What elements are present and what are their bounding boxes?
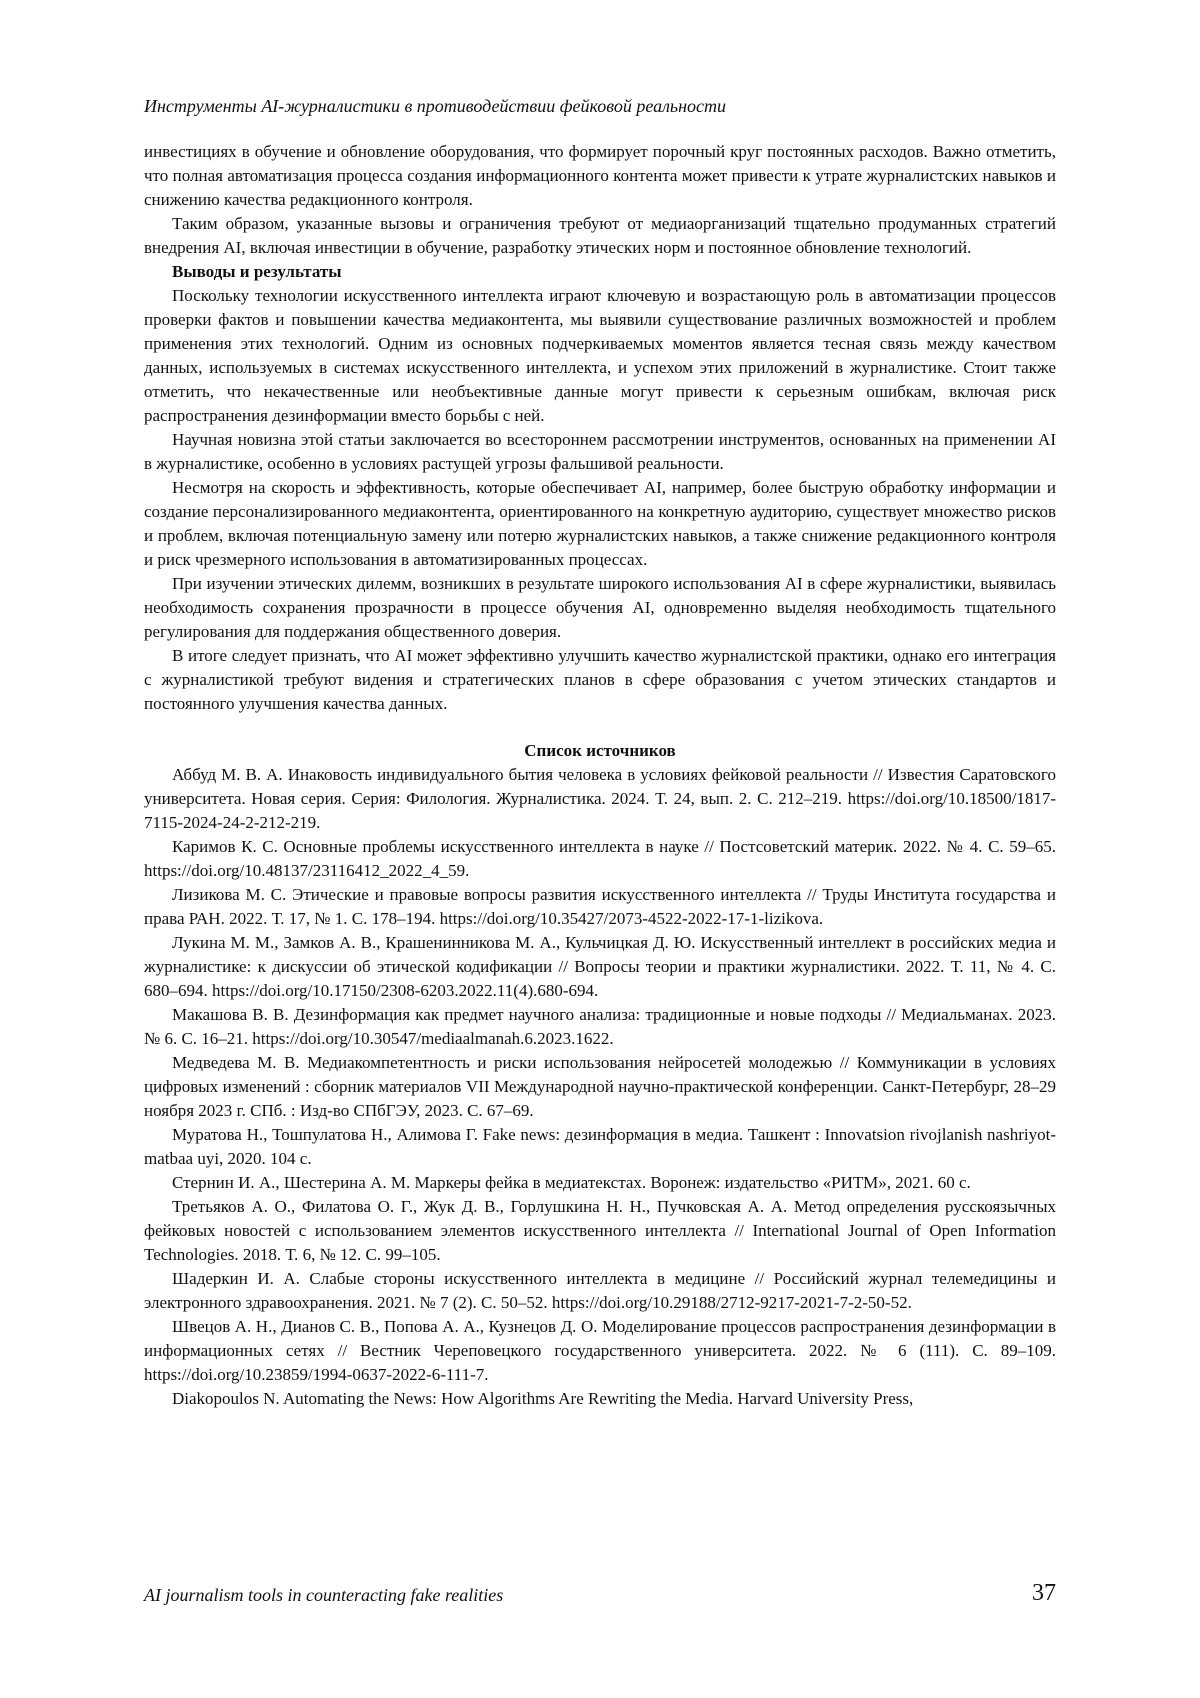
paragraph: Поскольку технологии искусственного интеллекта играют ключевую и возрастающую роль в автоматизации процессов проверки фактов и повышении качества медиаконтента, мы выявили существование различных возможностей и проблем применения этих технологий. Одним из основных подчеркиваемых моментов является тесная связь между качеством данных, используемых в системах искусственного интеллекта, и успехом этих приложений в журналистике. Стоит также отметить, что некачественные или необъективные данные могут привести к серьезным ошибкам, включая риск распространения дезинформации вместо борьбы с ней.: [144, 286, 1056, 425]
paragraph: Несмотря на скорость и эффективность, которые обеспечивает AI, например, более быструю обработку информации и создание персонализированного медиаконтента, ориентированного на конкретную аудиторию, существует множество рисков и проблем, включая потенциальную замену или потерю журналистских навыков, а также снижение редакционного контроля и риск чрезмерного использования в автоматизированных процессах.: [144, 478, 1056, 569]
references-list: [144, 763, 1056, 1411]
reference-item: Швецов А. Н., Дианов С. В., Попова А. А., Кузнецов Д. О. Моделирование процессов распространения дезинформации в информационных сетях // Вестник Череповецкого государственного университета. 2022. № 6 (111). С. 89–109. https://doi.org/10.23859/1994-0637-2022-6-111-7.: [144, 1317, 1056, 1384]
reference-item: Diakopoulos N. Automating the News: How Algorithms Are Rewriting the Media. Harvard University Press,: [172, 1389, 914, 1408]
paragraph: Таким образом, указанные вызовы и ограничения требуют от медиаорганизаций тщательно продуманных стратегий внедрения AI, включая инвестиции в обучение, разработку этических норм и постоянное обновление технологий.: [144, 214, 1056, 257]
paragraph: инвестициях в обучение и обновление оборудования, что формирует порочный круг постоянных расходов. Важно отметить, что полная автоматизация процесса создания информационного контента может привести к утрате журналистских навыков и снижению качества редакционного контроля.: [144, 142, 1056, 209]
page-number: 37: [1032, 1580, 1056, 1606]
reference-item: Медведева М. В. Медиакомпетентность и риски использования нейросетей молодежью // Коммуникации в условиях цифровых изменений : сборник материалов VII Международной научно-практической конференции. Санкт-Петербург, 28–29 ноября 2023 г. СПб. : Изд-во СПбГЭУ, 2023. С. 67–69.: [144, 1053, 1056, 1120]
reference-item: Лукина М. М., Замков А. В., Крашенинникова М. А., Кульчицкая Д. Ю. Искусственный интеллект в российских медиа и журналистике: к дискуссии об этической кодификации // Вопросы теории и практики журналистики. 2022. Т. 11, № 4. С. 680–694. https://doi.org/10.17150/2308-6203.2022.11(4).680-694.: [144, 933, 1056, 1000]
reference-item: Третьяков А. О., Филатова О. Г., Жук Д. В., Горлушкина Н. Н., Пучковская А. А. Метод определения русскоязычных фейковых новостей с использованием элементов искусственного интеллекта // International Journal of Open Information Technologies. 2018. Т. 6, № 12. С. 99–105.: [144, 1197, 1056, 1264]
reference-item: Муратова Н., Тошпулатова Н., Алимова Г. Fake news: дезинформация в медиа. Ташкент : Innovatsion rivojlanish nashriyot-matbaa uyi, 2020. 104 с.: [144, 1125, 1056, 1168]
running-header: Инструменты AI-журналистики в противодействии фейковой реальности: [144, 96, 727, 116]
paragraph: При изучении этических дилемм, возникших в результате широкого использования AI в сфере журналистики, выявилась необходимость сохранения прозрачности в процессе обучения AI, одновременно выделяя необходимость тщательного регулирования для поддержания общественного доверия.: [144, 574, 1056, 641]
reference-item: Аббуд М. В. А. Инаковость индивидуального бытия человека в условиях фейковой реальности // Известия Саратовского университета. Новая серия. Серия: Филология. Журналистика. 2024. Т. 24, вып. 2. С. 212–219. https://doi.org/10.18500/1817-7115-2024-24-2-212-219.: [144, 765, 1056, 832]
reference-item: Стернин И. А., Шестерина А. М. Маркеры фейка в медиатекстах. Воронеж: издательство «РИТМ», 2021. 60 с.: [172, 1173, 971, 1192]
article-body: [144, 140, 1056, 1411]
paragraph: Научная новизна этой статьи заключается во всестороннем рассмотрении инструментов, основанных на применении AI в журналистике, особенно в условиях растущей угрозы фальшивой реальности.: [144, 430, 1056, 473]
reference-item: Каримов К. С. Основные проблемы искусственного интеллекта в науке // Постсоветский материк. 2022. № 4. С. 59–65. https://doi.org/10.48137/23116412_2022_4_59.: [144, 837, 1056, 880]
running-footer: AI journalism tools in counteracting fake realities: [144, 1585, 504, 1605]
references-heading: Список источников: [524, 741, 676, 760]
reference-item: Шадеркин И. А. Слабые стороны искусственного интеллекта в медицине // Российский журнал телемедицины и электронного здравоохранения. 2021. № 7 (2). С. 50–52. https://doi.org/10.29188/2712-9217-2021-7-2-50-52.: [144, 1269, 1056, 1312]
reference-item: Макашова В. В. Дезинформация как предмет научного анализа: традиционные и новые подходы // Медиальманах. 2023. № 6. С. 16–21. https://doi.org/10.30547/mediaalmanah.6.2023.1622.: [144, 1005, 1056, 1048]
reference-item: Лизикова М. С. Этические и правовые вопросы развития искусственного интеллекта // Труды Института государства и права РАН. 2022. Т. 17, № 1. С. 178–194. https://doi.org/10.35427/2073-4522-2022-17-1-lizikova.: [144, 885, 1056, 928]
section-heading: Выводы и результаты: [172, 262, 342, 281]
paragraph: В итоге следует признать, что AI может эффективно улучшить качество журналистской практики, однако его интеграция с журналистикой требуют видения и стратегических планов в сфере образования с учетом этических стандартов и постоянного улучшения качества данных.: [144, 646, 1056, 713]
